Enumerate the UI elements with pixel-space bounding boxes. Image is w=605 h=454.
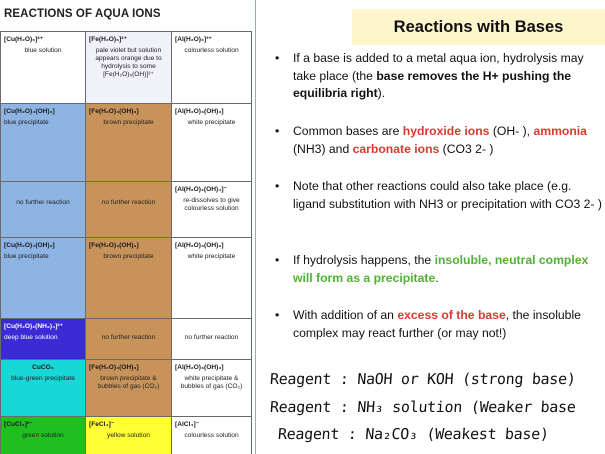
cell-formula: [Al(H₂O)₃(OH)₃]	[175, 108, 224, 115]
bullet-text: (NH3) and	[293, 141, 353, 156]
table-cell	[0, 103, 86, 182]
table-cell	[0, 416, 86, 454]
table-cell	[171, 181, 252, 238]
reactions-table	[0, 31, 252, 454]
table-row	[0, 237, 252, 318]
bullet-text: (OH- ),	[489, 124, 534, 138]
bullet-marker: •	[275, 253, 280, 267]
cell-description: re-dissolves to give colourless solution	[183, 196, 240, 212]
bullet-marker: •	[275, 51, 280, 65]
cell-formula: [Fe(H₂O)₃(OH)₃]	[89, 364, 139, 371]
cell-description: pale violet but solution appears orange due to hydrolysis to some [Fe(H₂O)₅(OH)]²⁺	[95, 46, 162, 78]
bullet-item	[275, 252, 603, 287]
table-cell	[171, 359, 252, 417]
table-cell	[0, 181, 86, 238]
table-cell	[171, 318, 252, 360]
handwritten-note: Reagent : NaOH or KOH (strong base)	[269, 370, 577, 388]
bullet-emphasis: excess of the base	[397, 308, 506, 322]
cell-description: no further reaction	[101, 334, 156, 341]
bullet-text: Common bases are	[293, 124, 403, 138]
bullet-item	[275, 50, 603, 103]
bullet-text: If a base is added to a metal aqua ion, hydrolysis may take place (the	[293, 51, 584, 83]
cell-formula: [AlCl₄]⁻	[175, 421, 200, 428]
bullet-text: If hydrolysis happens, the	[293, 253, 435, 267]
bullet-marker: •	[275, 308, 280, 322]
cell-description: colourless solution	[184, 46, 239, 54]
table-row	[0, 103, 252, 181]
cell-formula: [Cu(H₂O)₂(NH₃)₄]²⁺	[4, 323, 64, 330]
bullet-marker: •	[275, 179, 280, 193]
table-cell	[171, 416, 252, 454]
bullet-marker: •	[275, 124, 280, 138]
bullet-text: Note that other reactions could also take place (e.g. ligand substitution with NH3 or precipitation with CO3 2- )	[293, 179, 602, 211]
cell-formula: [Fe(H₂O)₆]²⁺	[89, 36, 127, 43]
cell-description: blue precipitate	[4, 252, 49, 260]
table-cell	[171, 31, 252, 104]
table-row	[0, 31, 252, 103]
cell-formula: [CuCl₄]²⁻	[4, 421, 33, 428]
heading-banner	[352, 9, 605, 45]
cell-description: white precipitate	[187, 118, 236, 126]
cell-description: colourless solution	[184, 431, 239, 439]
cell-description: brown precipitate & bubbles of gas (CO₂)	[97, 374, 160, 390]
cell-formula: [Al(H₂O)₃(OH)₃]	[175, 242, 224, 249]
bullet-text: , the insoluble complex may react further (or may not!)	[293, 308, 581, 340]
table-cell	[85, 181, 172, 238]
cell-formula: [Al(H₂O)₆]³⁺	[175, 36, 212, 43]
table-cell	[85, 416, 172, 454]
cell-formula: [Cu(H₂O)₄(OH)₂]	[4, 108, 55, 115]
cell-formula: CuCO₃	[32, 364, 54, 371]
bullet-emphasis: base removes the H+ pushing the equilibria right	[293, 68, 572, 100]
bullet-item	[275, 307, 603, 342]
bullet-emphasis: hydroxide ions	[402, 124, 490, 138]
bullet-text: (CO3 2- )	[439, 141, 494, 156]
handwritten-note: Reagent : NH₃ solution (Weaker base	[269, 398, 577, 416]
divider	[255, 0, 256, 454]
cell-description: no further reaction	[16, 199, 70, 206]
cell-description: white precipitate & bubbles of gas (CO₂)	[180, 374, 243, 390]
cell-formula: [Cu(H₂O)₆]²⁺	[4, 36, 44, 43]
cell-description: deep blue solution	[4, 333, 58, 341]
cell-description: brown precipitate	[103, 118, 154, 126]
table-cell	[85, 318, 172, 360]
table-cell	[85, 359, 172, 417]
table-row	[0, 359, 252, 416]
cell-description: yellow solution	[107, 431, 150, 439]
table-cell	[171, 103, 252, 182]
cell-description: no further reaction	[184, 334, 239, 341]
bullet-text: ).	[377, 86, 386, 100]
bullet-item	[275, 123, 603, 158]
table-row	[0, 181, 252, 237]
cell-formula: [Al(H₂O)₂(OH)₄]⁻	[175, 186, 228, 193]
table-row	[0, 416, 252, 454]
cell-description: green solution	[22, 431, 64, 439]
cell-description: blue precipitate	[4, 118, 49, 126]
bullet-emphasis: insoluble, neutral complex will form as a precipitate	[293, 253, 589, 285]
table-cell	[0, 359, 86, 417]
bullet-emphasis: carbonate ions	[352, 141, 440, 156]
table-cell	[0, 31, 86, 104]
cell-description: no further reaction	[101, 199, 156, 206]
page-title: Reactions with Bases	[393, 18, 564, 36]
cell-formula: [Cu(H₂O)₄(OH)₂]	[4, 242, 55, 249]
cell-formula: [Fe(H₂O)₃(OH)₃]	[89, 242, 139, 249]
cell-description: blue-green precipitate	[11, 374, 75, 382]
handwritten-note: Reagent : Na₂CO₃ (Weakest base)	[277, 425, 550, 443]
bullet-emphasis: ammonia	[533, 124, 587, 138]
table-title: REACTIONS OF AQUA IONS	[4, 8, 161, 20]
cell-description: brown precipitate	[103, 252, 154, 260]
reactions-table-panel	[0, 0, 258, 454]
bullet-text: .	[435, 270, 439, 285]
cell-formula: [Fe(H₂O)₃(OH)₃]	[89, 108, 139, 115]
cell-formula: [FeCl₄]⁻	[89, 421, 115, 428]
bullet-text: With addition of an	[293, 308, 398, 322]
cell-description: white precipitate	[187, 252, 236, 260]
table-row	[0, 318, 252, 359]
table-cell	[85, 31, 172, 104]
table-cell	[0, 318, 86, 360]
table-cell	[85, 237, 172, 319]
cell-formula: [Al(H₂O)₃(OH)₃]	[175, 364, 224, 371]
cell-description: blue solution	[24, 46, 62, 54]
bullet-item	[275, 178, 603, 213]
table-cell	[85, 103, 172, 182]
table-cell	[0, 237, 86, 319]
table-cell	[171, 237, 252, 319]
